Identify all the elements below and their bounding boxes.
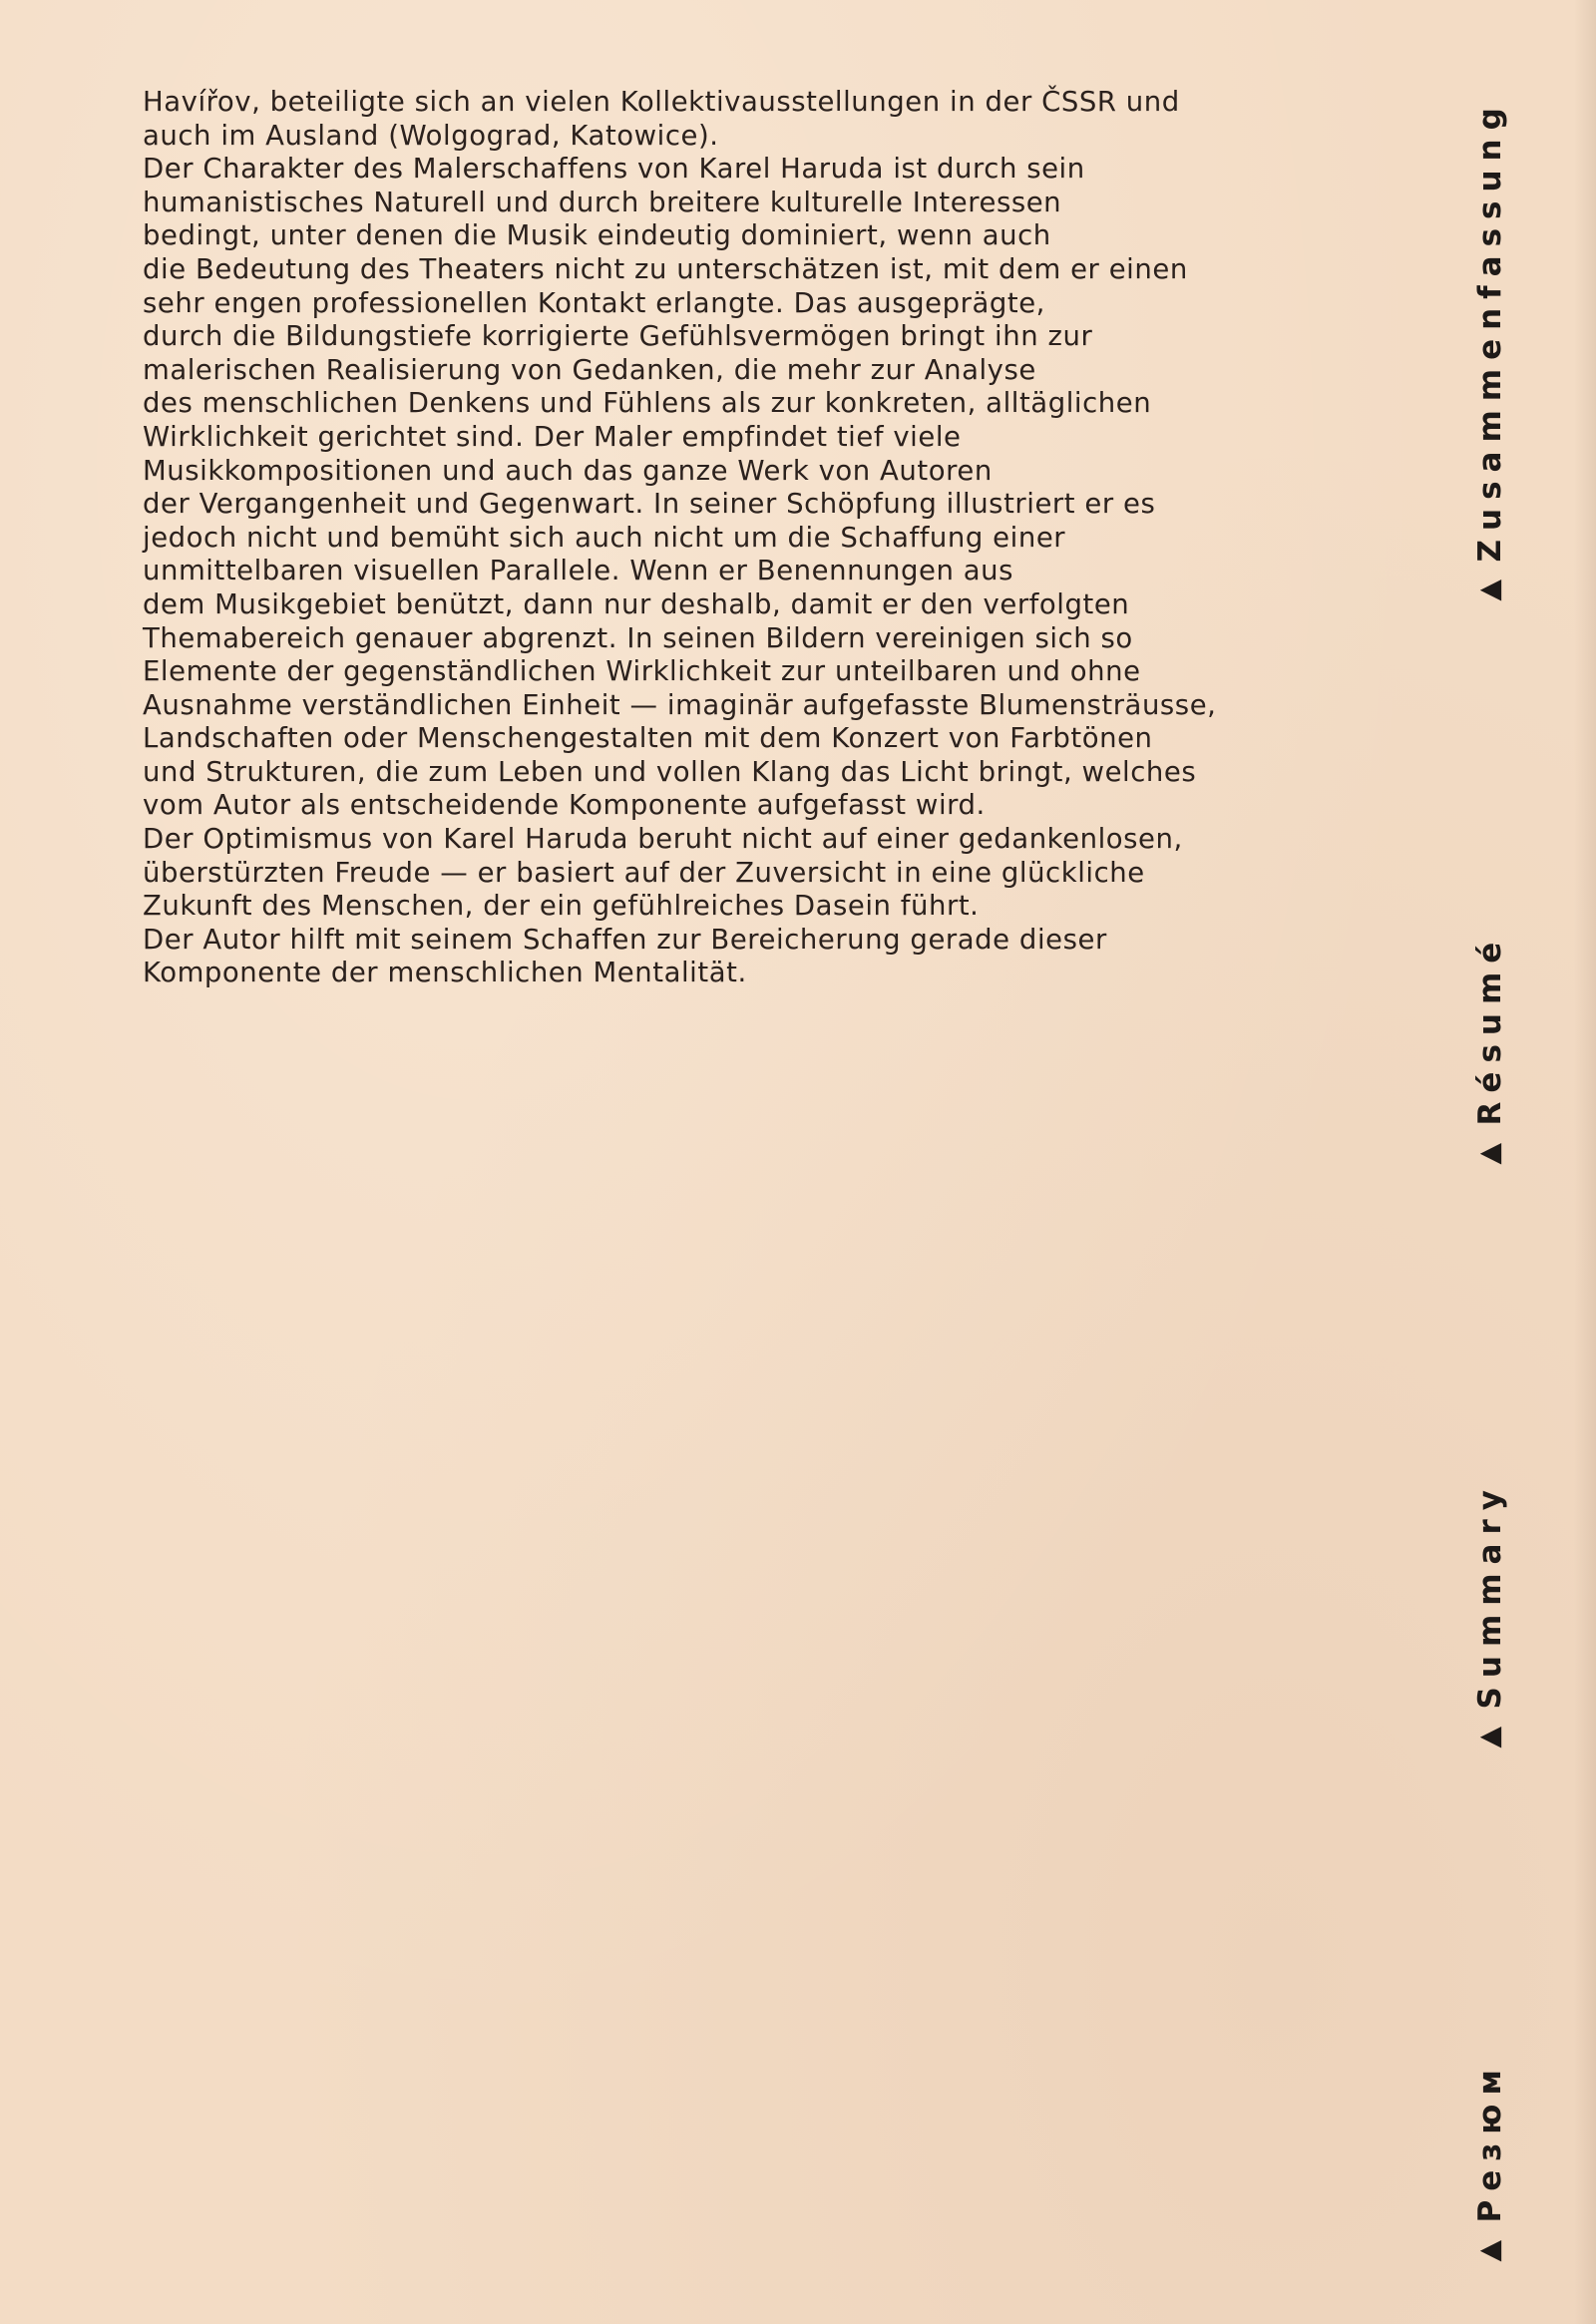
- tab-summary[interactable]: [1472, 1481, 1508, 1756]
- text-line: Zukunft des Menschen, der ein gefühlreiches Dasein führt.: [143, 890, 980, 923]
- tab-resume-fr[interactable]: [1472, 933, 1508, 1173]
- tab-label: Résumé: [1472, 933, 1508, 1126]
- text-line: die Bedeutung des Theaters nicht zu unterschätzen ist, mit dem er einen: [143, 252, 1188, 285]
- triangle-pointer-icon: ▶: [1479, 2236, 1501, 2270]
- text-line: der Vergangenheit und Gegenwart. In seiner Schöpfung illustriert er es: [143, 488, 1156, 521]
- text-line: überstürzten Freude — er basiert auf der Zuversicht in eine glückliche: [143, 856, 1145, 889]
- text-line: Der Charakter des Malerschaffens von Karel Haruda ist durch sein: [143, 153, 1085, 186]
- text-line: bedingt, unter denen die Musik eindeutig dominiert, wenn auch: [143, 219, 1051, 252]
- text-line: vom Autor als entscheidende Komponente aufgefasst wird.: [143, 789, 986, 822]
- text-line: durch die Bildungstiefe korrigierte Gefühlsvermögen bringt ihn zur: [143, 320, 1093, 353]
- tab-zusammenfassung[interactable]: [1472, 99, 1508, 609]
- text-line: sehr engen professionellen Kontakt erlangte. Das ausgeprägte,: [143, 286, 1045, 319]
- tab-resume-ru[interactable]: [1472, 2061, 1508, 2270]
- text-line: humanistisches Naturell und durch breitere kulturelle Interessen: [143, 186, 1062, 218]
- triangle-pointer-icon: ▶: [1479, 1139, 1501, 1173]
- triangle-pointer-icon: ▶: [1479, 1723, 1501, 1756]
- text-line: Ausnahme verständlichen Einheit — imaginär aufgefasste Blumensträusse,: [143, 688, 1217, 721]
- triangle-pointer-icon: ▶: [1479, 576, 1501, 609]
- text-line: und Strukturen, die zum Leben und vollen Klang das Licht bringt, welches: [143, 755, 1197, 788]
- text-line: dem Musikgebiet benützt, dann nur deshalb, damit er den verfolgten: [143, 587, 1130, 620]
- tab-label: Резюм: [1472, 2061, 1508, 2223]
- text-line: Der Autor hilft mit seinem Schaffen zur Bereicherung gerade dieser: [143, 923, 1107, 956]
- text-line: Der Optimismus von Karel Haruda beruht nicht auf einer gedankenlosen,: [143, 823, 1183, 856]
- text-line: unmittelbaren visuellen Parallele. Wenn er Benennungen aus: [143, 555, 1014, 587]
- page-edge-shadow: [1574, 0, 1596, 2324]
- tab-label: Zusammenfassung: [1472, 99, 1508, 563]
- text-line: des menschlichen Denkens und Fühlens als zur konkreten, alltäglichen: [143, 387, 1152, 420]
- text-line: Havířov, beteiligte sich an vielen Kollektivausstellungen in der ČSSR und: [143, 86, 1180, 118]
- text-line: Komponente der menschlichen Mentalität.: [143, 957, 747, 989]
- text-line: auch im Ausland (Wolgograd, Katowice).: [143, 119, 719, 152]
- text-line: Landschaften oder Menschengestalten mit dem Konzert von Farbtönen: [143, 722, 1153, 755]
- text-line: malerischen Realisierung von Gedanken, die mehr zur Analyse: [143, 353, 1036, 386]
- text-line: Musikkompositionen und auch das ganze Werk von Autoren: [143, 454, 993, 487]
- tab-label: Summary: [1472, 1481, 1508, 1710]
- text-line: jedoch nicht und bemüht sich auch nicht um die Schaffung einer: [143, 521, 1066, 554]
- text-line: Themabereich genauer abgrenzt. In seinen Bildern vereinigen sich so: [143, 621, 1133, 654]
- body-text: [143, 86, 1260, 990]
- text-line: Elemente der gegenständlichen Wirklichkeit zur unteilbaren und ohne: [143, 655, 1141, 688]
- text-line: Wirklichkeit gerichtet sind. Der Maler empfindet tief viele: [143, 420, 962, 453]
